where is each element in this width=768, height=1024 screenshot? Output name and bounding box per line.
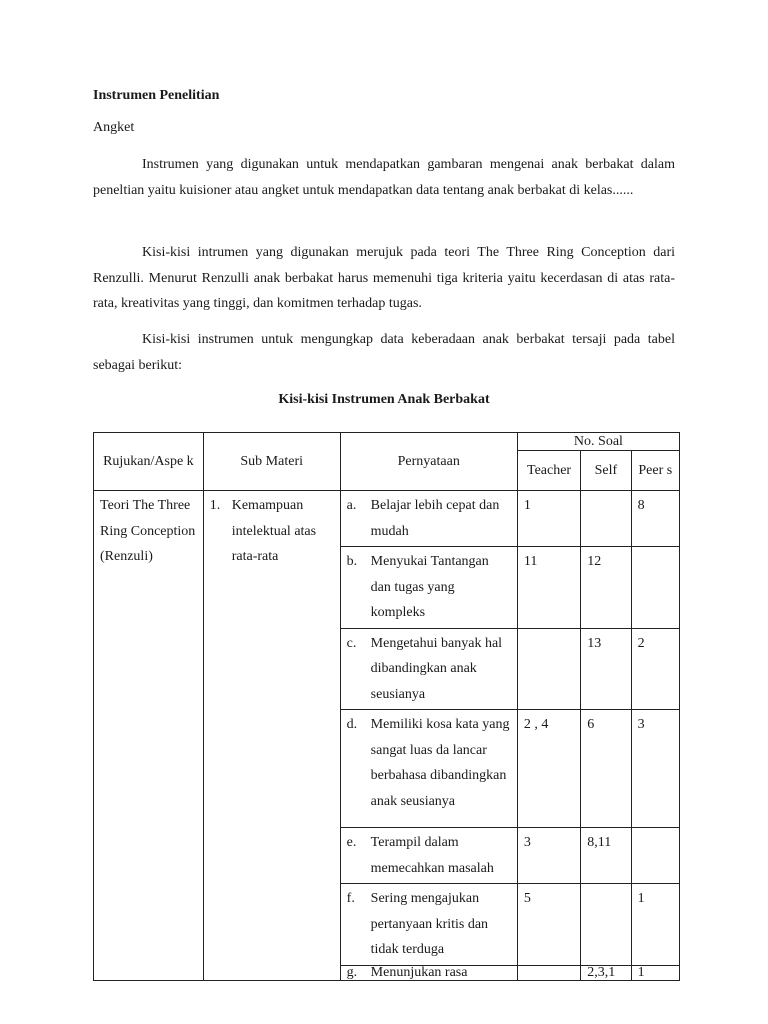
self-cell: 6 — [581, 710, 631, 828]
statement-text: Menyukai Tantangan dan tugas yang kompleks — [370, 554, 489, 620]
teacher-cell: 11 — [517, 547, 580, 629]
peers-cell: 1 — [631, 965, 679, 980]
header-pernyataan — [340, 433, 517, 491]
header-aspect — [94, 433, 204, 491]
table-row — [94, 491, 680, 547]
sub-materi-number: 1. — [209, 498, 221, 513]
sub-materi-text: Kemampuan intelektual atas rata-rata — [231, 498, 317, 564]
peers-cell — [631, 828, 679, 884]
statement-label: d. — [346, 717, 358, 732]
subsection-heading: Angket — [93, 120, 135, 135]
sub-materi-cell — [203, 491, 340, 981]
paragraph-3: Kisi-kisi instrumen untuk mengungkap data keberadaan anak berbakat tersaji pada tabel sebagai berikut: — [93, 332, 675, 373]
header-self-label: Self — [594, 462, 618, 478]
peers-cell: 3 — [631, 710, 679, 828]
self-cell: 12 — [581, 547, 631, 629]
table-title: Kisi-kisi Instrumen Anak Berbakat — [278, 392, 490, 407]
header-peers-label: Peer s — [638, 462, 673, 478]
statement-cell — [340, 547, 517, 629]
statement-label: f. — [346, 891, 355, 906]
statement-label: a. — [346, 498, 357, 513]
teacher-cell: 2 , 4 — [517, 710, 580, 828]
aspect-text: Teori The Three Ring Conception (Renzuli) — [100, 498, 196, 564]
self-cell — [581, 884, 631, 966]
header-no-soal — [517, 433, 679, 451]
self-cell: 13 — [581, 628, 631, 710]
header-peers — [631, 451, 679, 491]
teacher-cell — [517, 628, 580, 710]
header-sub-materi — [203, 433, 340, 491]
section-heading: Instrumen Penelitian — [93, 88, 220, 103]
self-cell — [581, 491, 631, 547]
statement-label: b. — [346, 554, 358, 569]
peers-cell: 8 — [631, 491, 679, 547]
statement-cell — [340, 828, 517, 884]
statement-text: Menunjukan rasa — [370, 964, 468, 980]
statement-cell — [340, 491, 517, 547]
teacher-cell: 5 — [517, 884, 580, 966]
statement-label: g. — [346, 964, 358, 980]
instrument-table — [93, 432, 680, 981]
self-cell: 2,3,1 — [581, 965, 631, 980]
paragraph-1: Instrumen yang digunakan untuk mendapatkan gambaran mengenai anak berbakat dalam peneltian yaitu kuisioner atau angket untuk mendapatkan data tentang anak berbakat di kelas...... — [93, 157, 675, 198]
statement-text: Sering mengajukan pertanyaan kritis dan tidak terduga — [370, 891, 489, 957]
peers-cell — [631, 547, 679, 629]
teacher-cell: 1 — [517, 491, 580, 547]
paragraph-2: Kisi-kisi intrumen yang digunakan merujuk pada teori The Three Ring Conception dari Renzulli. Menurut Renzulli anak berbakat harus memenuhi tiga kriteria yaitu kecerdasan di atas rata-rata, kreativitas yang tinggi, dan komitmen terhadap tugas. — [93, 245, 675, 311]
statement-cell — [340, 710, 517, 828]
statement-label: e. — [346, 835, 357, 850]
statement-cell — [340, 628, 517, 710]
header-self — [581, 451, 631, 491]
teacher-cell — [517, 965, 580, 980]
peers-cell: 1 — [631, 884, 679, 966]
statement-text: Terampil dalam memecahkan masalah — [370, 835, 494, 876]
statement-cell — [340, 884, 517, 966]
statement-text: Memiliki kosa kata yang sangat luas da lancar berbahasa dibandingkan anak seusianya — [370, 717, 510, 809]
aspect-cell — [94, 491, 204, 981]
peers-cell: 2 — [631, 628, 679, 710]
header-pernyataan-label: Pernyataan — [397, 453, 460, 469]
header-sub-materi-label: Sub Materi — [240, 453, 303, 469]
sub-materi-item — [210, 493, 334, 570]
statement-text: Mengetahui banyak hal dibandingkan anak seusianya — [370, 635, 503, 702]
statement-text: Belajar lebih cepat dan mudah — [370, 498, 500, 539]
header-teacher-label: Teacher — [527, 462, 572, 478]
header-no-soal-label: No. Soal — [573, 433, 623, 449]
self-cell: 8,11 — [581, 828, 631, 884]
teacher-cell: 3 — [517, 828, 580, 884]
statement-cell — [340, 965, 517, 980]
header-aspect-label: Rujukan/Aspe k — [103, 453, 194, 469]
statement-label: c. — [346, 635, 357, 651]
header-teacher — [517, 451, 580, 491]
